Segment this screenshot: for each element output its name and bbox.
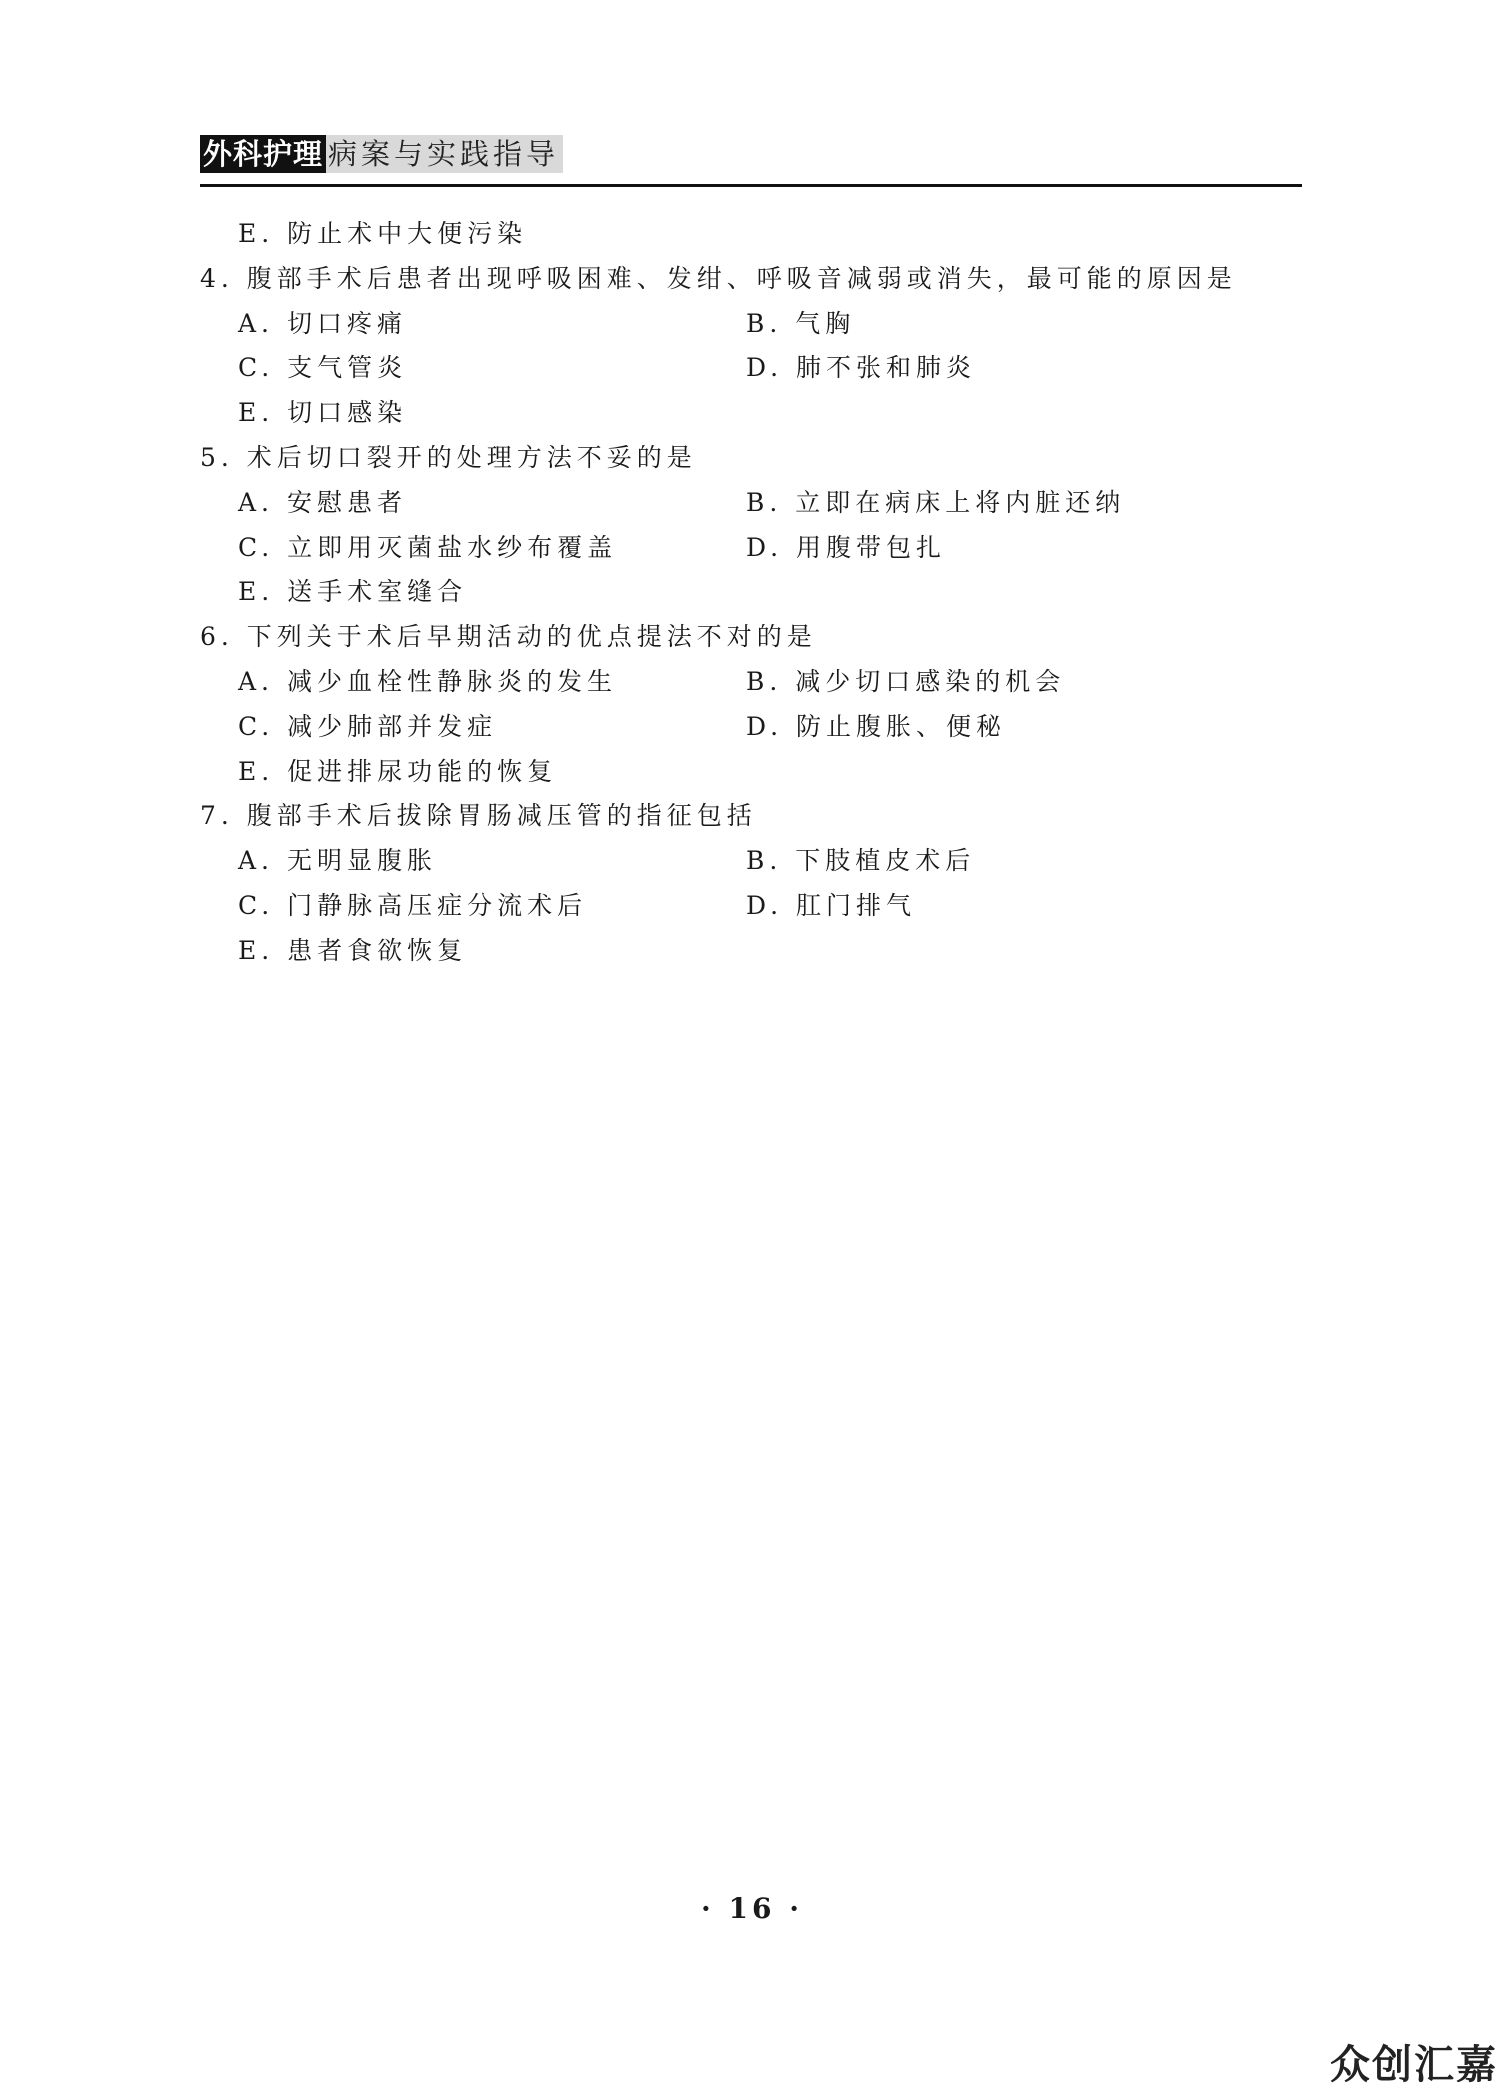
option-row (200, 705, 1302, 750)
option-text: B. 气胸 (746, 308, 856, 338)
running-header (200, 135, 563, 173)
option-row (200, 346, 1302, 391)
option-row (200, 526, 1302, 571)
option-text: D. 肺不张和肺炎 (746, 353, 977, 383)
option-text: C. 门静脉高压症分流术后 (238, 890, 588, 920)
question-text: 5. 术后切口裂开的处理方法不妥的是 (200, 442, 697, 472)
question-text: 4. 腹部手术后患者出现呼吸困难、发绀、呼吸音减弱或消失，最可能的原因是 (200, 263, 1237, 293)
option-text: C. 支气管炎 (238, 353, 408, 383)
option-text: E. 送手术室缝合 (238, 577, 468, 607)
header-rule (200, 184, 1302, 187)
option-row (200, 481, 1302, 526)
option-row (200, 391, 1302, 436)
page-number: · 16 · (701, 1892, 803, 1925)
option-text: C. 减少肺部并发症 (238, 711, 498, 741)
option-text: D. 用腹带包扎 (746, 532, 947, 562)
question-stem (200, 615, 1302, 660)
question-stem (200, 436, 1302, 481)
header-title-sub: 病案与实践指导 (326, 135, 563, 173)
question-text: 6. 下列关于术后早期活动的优点提法不对的是 (200, 622, 817, 652)
option-row (200, 212, 1302, 257)
option-text: A. 安慰患者 (238, 487, 407, 517)
option-text: B. 立即在病床上将内脏还纳 (746, 487, 1126, 517)
option-text: E. 防止术中大便污染 (238, 219, 528, 248)
header-title-main: 外科护理 (200, 135, 326, 173)
option-row (200, 884, 1302, 929)
option-text: A. 切口疼痛 (238, 308, 407, 338)
option-text: B. 下肢植皮术后 (746, 846, 976, 876)
option-text: E. 患者食欲恢复 (238, 935, 468, 965)
option-row (200, 750, 1302, 795)
option-text: E. 切口感染 (238, 398, 408, 428)
option-text: B. 减少切口感染的机会 (746, 666, 1066, 696)
option-text: C. 立即用灭菌盐水纱布覆盖 (238, 532, 618, 562)
option-row (200, 660, 1302, 705)
option-text: A. 无明显腹胀 (238, 846, 437, 876)
option-row (200, 839, 1302, 884)
watermark-logo: 众创汇嘉 (1330, 2042, 1498, 2088)
option-row (200, 302, 1302, 347)
question-text: 7. 腹部手术后拔除胃肠减压管的指征包括 (200, 801, 757, 831)
option-text: D. 防止腹胀、便秘 (746, 711, 1007, 741)
question-content (200, 212, 1302, 974)
question-stem (200, 794, 1302, 839)
option-row (200, 929, 1302, 974)
option-text: E. 促进排尿功能的恢复 (238, 756, 558, 786)
option-text: D. 肛门排气 (746, 890, 917, 920)
option-row (200, 570, 1302, 615)
option-text: A. 减少血栓性静脉炎的发生 (238, 666, 617, 696)
question-stem (200, 257, 1302, 302)
